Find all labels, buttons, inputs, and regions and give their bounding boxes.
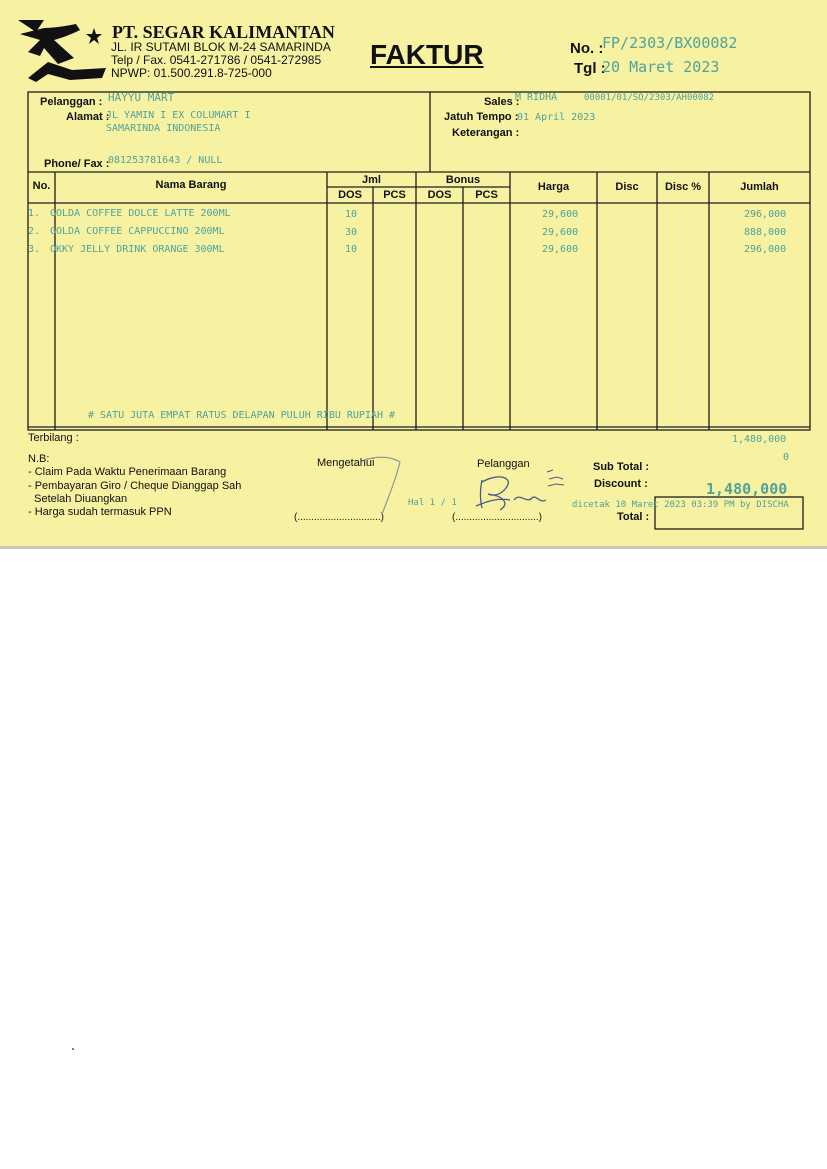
phone-value: 081253781643 / NULL <box>108 155 223 166</box>
keterangan-label: Keterangan : <box>452 127 520 139</box>
nb-label: N.B: <box>28 453 50 465</box>
signature-mengetahui <box>360 452 406 522</box>
document-title: FAKTUR <box>370 39 484 70</box>
sign-line-left: (..............................) <box>294 512 385 523</box>
invoice-paper <box>0 0 827 549</box>
tempo-label: Jatuh Tempo : <box>444 111 519 123</box>
speck-dot <box>72 1048 74 1050</box>
total-value: 1,480,000 <box>706 480 788 498</box>
sales-label: Sales : <box>484 96 520 108</box>
subtotal-value: 1,480,000 <box>732 434 787 445</box>
note-item: - Pembayaran Giro / Cheque Dianggap Sah <box>28 480 242 492</box>
invoice-no-value: FP/2303/BX00082 <box>602 34 738 52</box>
row-no: 3. <box>28 244 41 255</box>
row-dos: 30 <box>345 227 358 238</box>
row-no: 2. <box>28 226 41 237</box>
note-item: - Harga sudah termasuk PPN <box>28 506 172 518</box>
company-phone: Telp / Fax. 0541-271786 / 0541-272985 <box>111 53 322 67</box>
row-harga: 29,600 <box>542 209 579 220</box>
col-disc-header: Disc <box>615 181 639 193</box>
pelanggan-value: HAYYU MART <box>108 91 175 104</box>
discount-value: 0 <box>783 452 790 463</box>
invoice-no-label: No. : <box>570 40 604 57</box>
col-jml-dos-header: DOS <box>338 189 362 201</box>
alamat-line2: SAMARINDA INDONESIA <box>106 123 221 134</box>
pelanggan-label: Pelanggan : <box>40 96 103 108</box>
col-jumlah-header: Jumlah <box>740 181 779 193</box>
col-bonus-header: Bonus <box>445 174 481 186</box>
col-disc-pct-header: Disc % <box>664 181 702 193</box>
note-item: Setelah Diuangkan <box>28 493 128 505</box>
row-jumlah: 888,000 <box>744 227 787 238</box>
printed-info: dicetak 10 Maret 2023 03:39 PM by DISCHA <box>572 500 789 510</box>
total-label: Total : <box>617 511 650 523</box>
invoice-date-value: 20 Maret 2023 <box>602 58 720 76</box>
col-bonus-pcs-header: PCS <box>475 189 498 201</box>
discount-label: Discount : <box>594 478 648 490</box>
pelanggan-sign-label: Pelanggan <box>477 458 530 470</box>
row-jumlah: 296,000 <box>744 209 787 220</box>
sales-value: M RIDHA <box>515 92 558 103</box>
tempo-value: 01 April 2023 <box>517 112 596 123</box>
terbilang-text: # SATU JUTA EMPAT RATUS DELAPAN PULUH RIBU RUPIAH # <box>88 410 396 421</box>
col-nama-header: Nama Barang <box>155 179 227 191</box>
handwritten-date-icon <box>544 466 570 492</box>
col-jml-pcs-header: PCS <box>383 189 406 201</box>
sign-line-right: (..............................) <box>452 512 543 523</box>
col-bonus-dos-header: DOS <box>427 189 452 201</box>
alamat-line1: JL YAMIN I EX COLUMART I <box>106 110 251 121</box>
row-nama: GOLDA COFFEE CAPPUCCINO 200ML <box>50 226 225 237</box>
phone-label: Phone/ Fax : <box>44 158 110 170</box>
table-frame <box>0 0 827 546</box>
col-jml-header: Jml <box>362 174 381 186</box>
invoice-date-label: Tgl : <box>574 60 606 77</box>
row-harga: 29,600 <box>542 244 579 255</box>
col-no-header: No. <box>32 180 51 192</box>
sales-ref: 00001/01/SO/2303/AH00082 <box>584 93 715 103</box>
signature-pelanggan <box>470 470 550 514</box>
company-address: JL. IR SUTAMI BLOK M-24 SAMARINDA <box>111 40 331 54</box>
note-item: - Claim Pada Waktu Penerimaan Barang <box>28 466 227 478</box>
company-npwp: NPWP: 01.500.291.8-725-000 <box>111 66 272 80</box>
row-nama: GOLDA COFFEE DOLCE LATTE 200ML <box>50 208 231 219</box>
row-nama: OKKY JELLY DRINK ORANGE 300ML <box>50 244 225 255</box>
company-name: PT. SEGAR KALIMANTAN <box>112 22 335 42</box>
subtotal-label: Sub Total : <box>593 461 650 473</box>
page-number: Hal 1 / 1 <box>408 498 457 508</box>
mengetahui-label: Mengetahui <box>317 457 375 469</box>
row-dos: 10 <box>345 244 358 255</box>
col-harga-header: Harga <box>537 181 570 193</box>
alamat-label: Alamat : <box>66 111 110 123</box>
terbilang-label: Terbilang : <box>28 432 79 444</box>
row-harga: 29,600 <box>542 227 579 238</box>
row-jumlah: 296,000 <box>744 244 787 255</box>
row-dos: 10 <box>345 209 358 220</box>
row-no: 1. <box>28 208 41 219</box>
